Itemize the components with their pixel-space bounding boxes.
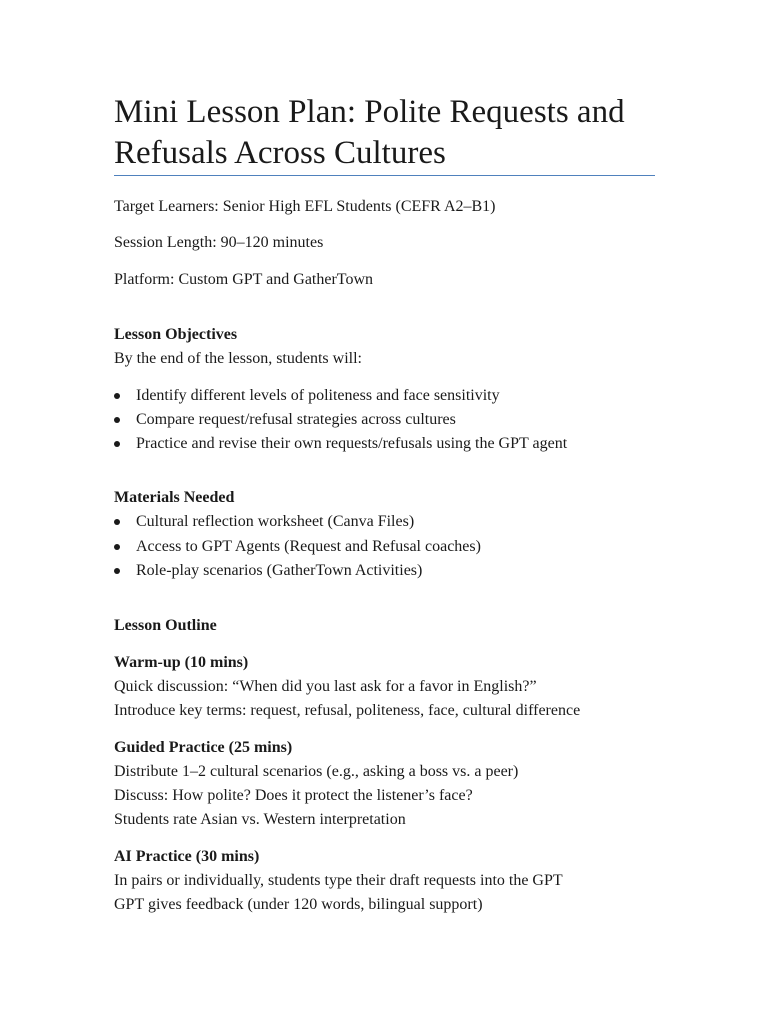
objectives-intro: By the end of the lesson, students will: bbox=[114, 350, 362, 367]
title-underline bbox=[114, 175, 655, 176]
platform: Platform: Custom GPT and GatherTown bbox=[114, 271, 374, 288]
bullet-icon bbox=[114, 417, 120, 423]
bullet-icon bbox=[114, 441, 120, 447]
guided-practice-line: Discuss: How polite? Does it protect the listener’s face? bbox=[114, 787, 473, 804]
warmup-line: Introduce key terms: request, refusal, politeness, face, cultural difference bbox=[114, 702, 581, 719]
list-item-text: Role-play scenarios (GatherTown Activities) bbox=[136, 562, 423, 579]
warmup-line: Quick discussion: “When did you last ask for a favor in English?” bbox=[114, 678, 537, 695]
bullet-icon bbox=[114, 544, 120, 550]
guided-practice-line: Students rate Asian vs. Western interpretation bbox=[114, 811, 406, 828]
session-length: Session Length: 90–120 minutes bbox=[114, 234, 324, 251]
guided-practice-heading: Guided Practice (25 mins) bbox=[114, 739, 293, 756]
bullet-icon bbox=[114, 568, 120, 574]
objectives-heading: Lesson Objectives bbox=[114, 326, 238, 343]
bullet-icon bbox=[114, 519, 120, 525]
list-item-text: Compare request/refusal strategies across cultures bbox=[136, 411, 456, 428]
guided-practice-line: Distribute 1–2 cultural scenarios (e.g., asking a boss vs. a peer) bbox=[114, 763, 519, 780]
bullet-icon bbox=[114, 393, 120, 399]
target-learners: Target Learners: Senior High EFL Students (CEFR A2–B1) bbox=[114, 198, 496, 215]
ai-practice-line: In pairs or individually, students type their draft requests into the GPT bbox=[114, 872, 563, 889]
list-item-text: Practice and revise their own requests/refusals using the GPT agent bbox=[136, 435, 568, 452]
list-item-text: Cultural reflection worksheet (Canva Files) bbox=[136, 513, 415, 530]
document-title: Mini Lesson Plan: Polite Requests and Refusals Across Cultures bbox=[114, 94, 625, 171]
outline-heading: Lesson Outline bbox=[114, 617, 217, 634]
list-item-text: Identify different levels of politeness and face sensitivity bbox=[136, 387, 500, 404]
warmup-heading: Warm-up (10 mins) bbox=[114, 654, 249, 671]
ai-practice-heading: AI Practice (30 mins) bbox=[114, 848, 260, 865]
ai-practice-line: GPT gives feedback (under 120 words, bilingual support) bbox=[114, 896, 483, 913]
list-item-text: Access to GPT Agents (Request and Refusal coaches) bbox=[136, 538, 481, 555]
materials-heading: Materials Needed bbox=[114, 489, 235, 506]
